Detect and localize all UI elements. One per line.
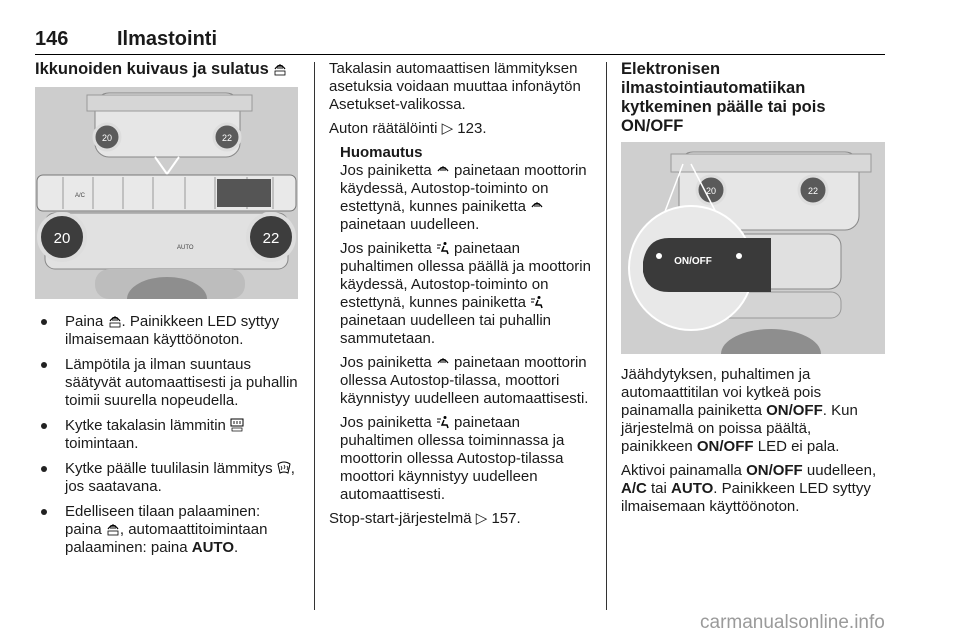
paragraph: Takalasin automaattisen lämmityksen asetuksia voidaan muuttaa infonäytön Asetukset-valikossa. (329, 60, 581, 113)
climate-panel-figure (35, 87, 298, 299)
temp-dial-left-label: 20 (53, 230, 71, 247)
paragraph: Jos painiketta painetaan puhaltimen ollessa päällä ja moottorin käydessä, Autostop-toiminto on estettynä, kunnes painiketta painetaan uudelleen tai puhallin sammutetaan. (340, 240, 591, 347)
page-header (35, 26, 885, 55)
column-divider (314, 62, 315, 610)
list-item: Lämpötila ja ilman suuntaus säätyvät automaattisesti ja puhallin toimii suurella nopeudella. (35, 356, 300, 410)
paragraph: Jos painiketta painetaan puhaltimen ollessa toiminnassa ja moottorin ollessa Autostop-tilassa moottori käynnistyy uudelleen automaattisesti. (340, 414, 565, 503)
temp-knob-right-label: 22 (221, 133, 233, 143)
windshield-heater-icon (277, 461, 291, 475)
ac-label: A/C (75, 193, 86, 199)
page-ref[interactable]: 157. (491, 510, 521, 527)
paragraph: Stop-start-järjestelmä ▷ 157. (329, 510, 521, 527)
column-divider (606, 62, 607, 610)
auto-label: AUTO (177, 245, 194, 251)
max-defrost-icon (106, 522, 120, 536)
column-1 (35, 60, 300, 564)
air-distribution-icon (436, 241, 450, 255)
paragraph: Aktivoi painamalla ON/OFF uudelleen, A/C tai AUTO. Painikkeen LED syttyy ilmaisemaan käyttöönoton. (621, 462, 877, 515)
page-ref-arrow-icon: ▷ (475, 510, 488, 527)
onoff-button-label: ON/OFF (674, 256, 712, 267)
paragraph: Jäähdytyksen, puhaltimen ja automaattitilan voi kytkeä pois painamalla painiketta ON/OFF. Kun järjestelmä on poissa päältä, painikkeen ON/OFF LED ei pala. (621, 366, 858, 455)
air-distribution-icon (530, 295, 544, 309)
list-item: Kytke päälle tuulilasin lämmitys , jos saatavana. (35, 460, 300, 496)
rear-window-heater-icon (230, 418, 244, 432)
max-defrost-icon (436, 355, 450, 369)
temp-dial-right-label: 22 (262, 230, 280, 247)
onoff-panel-illustration (621, 142, 885, 354)
climate-panel-illustration (35, 87, 298, 299)
instruction-list (35, 313, 300, 557)
air-distribution-icon (436, 415, 450, 429)
page-ref-arrow-icon: ▷ (441, 120, 454, 137)
section-heading: Ikkunoiden kuivaus ja sulatus (35, 60, 300, 79)
list-item: Kytke takalasin lämmitin toimintaan. (35, 417, 300, 453)
note-box (340, 144, 591, 504)
page-number: 146 (35, 28, 69, 50)
section-heading: Elektronisen ilmastointiautomatiikan kytkeminen päälle tai pois ON/OFF (621, 60, 826, 135)
note-title: Huomautus (340, 144, 423, 161)
temp-knob-right-label: 22 (807, 186, 819, 196)
list-item: Edelliseen tilaan palaaminen: paina , automaattitoimintaan palaaminen: paina AUTO. (35, 503, 300, 557)
column-3 (621, 60, 886, 522)
max-defrost-icon (436, 163, 450, 177)
watermark: carmanualsonline.info (700, 612, 885, 633)
list-item: Paina . Painikkeen LED syttyy ilmaisemaan käyttöönoton. (35, 313, 300, 349)
temp-knob-left-label: 20 (705, 186, 717, 196)
page-ref[interactable]: 123. (457, 120, 487, 137)
max-defrost-icon (273, 62, 287, 76)
chapter-title: Ilmastointi (117, 28, 218, 50)
column-2 (329, 60, 591, 534)
max-defrost-icon (108, 314, 122, 328)
paragraph: Jos painiketta painetaan moottorin ollessa Autostop-tilassa, moottori käynnistyy uudelleen automaattisesti. (340, 354, 589, 407)
paragraph: Jos painiketta painetaan moottorin käydessä, Autostop-toiminto on estettynä, kunnes painiketta painetaan uudelleen. (340, 162, 587, 233)
paragraph: Auton räätälöinti ▷ 123. (329, 120, 487, 137)
temp-knob-left-label: 20 (101, 133, 113, 143)
onoff-panel-figure (621, 142, 885, 354)
max-defrost-icon (530, 199, 544, 213)
